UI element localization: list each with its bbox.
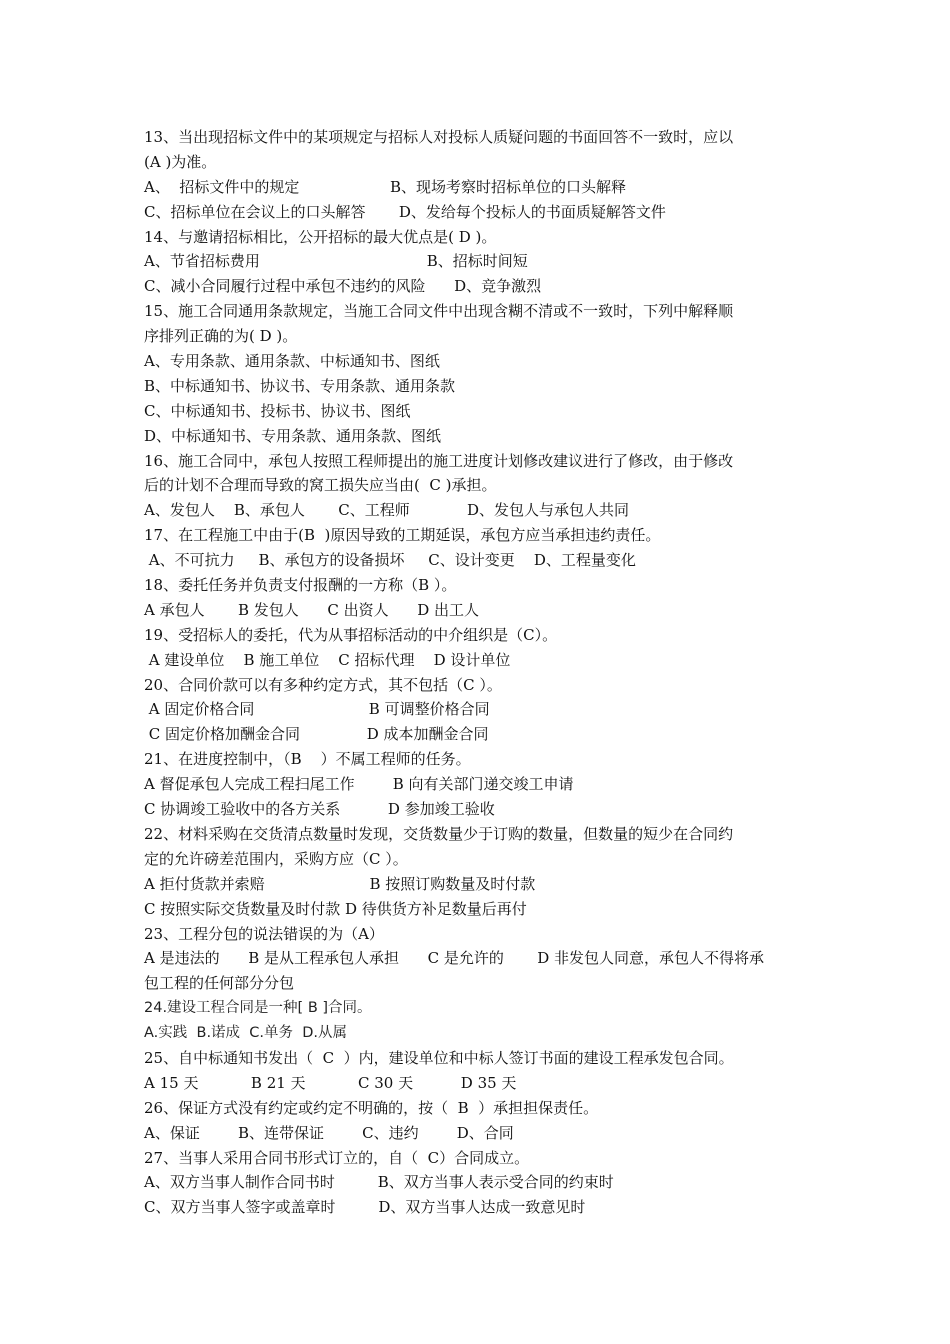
text-line: 16、施工合同中，承包人按照工程师提出的施工进度计划修改建议进行了修改，由于修改 [144, 451, 734, 470]
text-line: 包工程的任何部分分包 [144, 974, 295, 993]
text-line: (A )为准。 [144, 152, 217, 171]
text-line: A、不可抗力 B、承包方的设备损坏 C、设计变更 D、工程量变化 [144, 551, 636, 570]
text-line: 后的计划不合理而导致的窝工损失应当由( C )承担。 [144, 476, 497, 495]
text-line: C、中标通知书、投标书、协议书、图纸 [144, 401, 411, 420]
question-text-block [144, 125, 809, 1220]
text-line: 20、合同价款可以有多种约定方式，其不包括（C ）。 [144, 675, 502, 694]
text-line: A 是违法的 B 是从工程承包人承担 C 是允许的 D 非发包人同意，承包人不得将承 [144, 949, 765, 968]
text-line: 18、委托任务并负责支付报酬的一方称（B ）。 [144, 576, 457, 595]
text-line: 21、在进度控制中，（B ）不属工程师的任务。 [144, 750, 471, 769]
text-line: A、保证 B、连带保证 C、违约 D、合同 [144, 1123, 514, 1142]
text-line: C、双方当事人签字或盖章时 D、双方当事人达成一致意见时 [144, 1198, 586, 1217]
text-line: A 拒付货款并索赔 B 按照订购数量及时付款 [144, 874, 536, 893]
text-line: C 固定价格加酬金合同 D 成本加酬金合同 [144, 725, 489, 744]
text-line: A 15 天 B 21 天 C 30 天 D 35 天 [144, 1073, 517, 1092]
text-line: D、中标通知书、专用条款、通用条款、图纸 [144, 426, 442, 445]
text-line: A.实践 B.诺成 C.单务 D.从属 [144, 1025, 347, 1042]
text-line: 27、当事人采用合同书形式订立的，自（ C）合同成立。 [144, 1148, 530, 1167]
text-line: 定的允许磅差范围内，采购方应（C ）。 [144, 849, 408, 868]
text-line: 25、自中标通知书发出（ C ）内，建设单位和中标人签订书面的建设工程承发包合同。 [144, 1048, 734, 1067]
text-line: A、发包人 B、承包人 C、工程师 D、发包人与承包人共同 [144, 501, 630, 520]
text-line: A、双方当事人制作合同书时 B、双方当事人表示受合同的约束时 [144, 1173, 614, 1192]
text-line: 26、保证方式没有约定或约定不明确的，按（ B ）承担担保责任。 [144, 1098, 599, 1117]
text-line: C 协调竣工验收中的各方关系 D 参加竣工验收 [144, 800, 495, 819]
text-line: C、减小合同履行过程中承包不违约的风险 D、竞争激烈 [144, 277, 542, 296]
text-line: C 按照实际交货数量及时付款 D 待供货方补足数量后再付 [144, 899, 527, 918]
text-line: A 建设单位 B 施工单位 C 招标代理 D 设计单位 [144, 650, 511, 669]
text-line: B、中标通知书、协议书、专用条款、通用条款 [144, 376, 456, 395]
text-line: 15、施工合同通用条款规定，当施工合同文件中出现含糊不清或不一致时，下列中解释顺 [144, 302, 734, 321]
text-line: A 固定价格合同 B 可调整价格合同 [144, 700, 490, 719]
text-line: C、招标单位在会议上的口头解答 D、发给每个投标人的书面质疑解答文件 [144, 202, 666, 221]
text-line: 序排列正确的为( D )。 [144, 327, 298, 346]
text-line: 14、与邀请招标相比，公开招标的最大优点是( D )。 [144, 227, 497, 246]
text-line: 22、材料采购在交货清点数量时发现，交货数量少于订购的数量，但数量的短少在合同约 [144, 824, 734, 843]
text-line: 24.建设工程合同是一种[ B ]合同。 [144, 1000, 372, 1017]
text-line: 17、在工程施工中由于(B )原因导致的工期延误，承包方应当承担违约责任。 [144, 526, 661, 545]
text-line: A、 招标文件中的规定 B、现场考察时招标单位的口头解释 [144, 177, 626, 196]
text-line: 13、当出现招标文件中的某项规定与招标人对投标人质疑问题的书面回答不一致时，应以 [144, 128, 734, 146]
text-line: 19、受招标人的委托，代为从事招标活动的中介组织是（C）。 [144, 625, 558, 644]
text-line: 23、工程分包的说法错误的为（A） [144, 924, 384, 943]
text-line: A 督促承包人完成工程扫尾工作 B 向有关部门递交竣工申请 [144, 775, 574, 794]
text-line: A、节省招标费用 B、招标时间短 [144, 252, 528, 271]
text-line: A、专用条款、通用条款、中标通知书、图纸 [144, 352, 440, 371]
text-line: A 承包人 B 发包人 C 出资人 D 出工人 [144, 600, 480, 619]
